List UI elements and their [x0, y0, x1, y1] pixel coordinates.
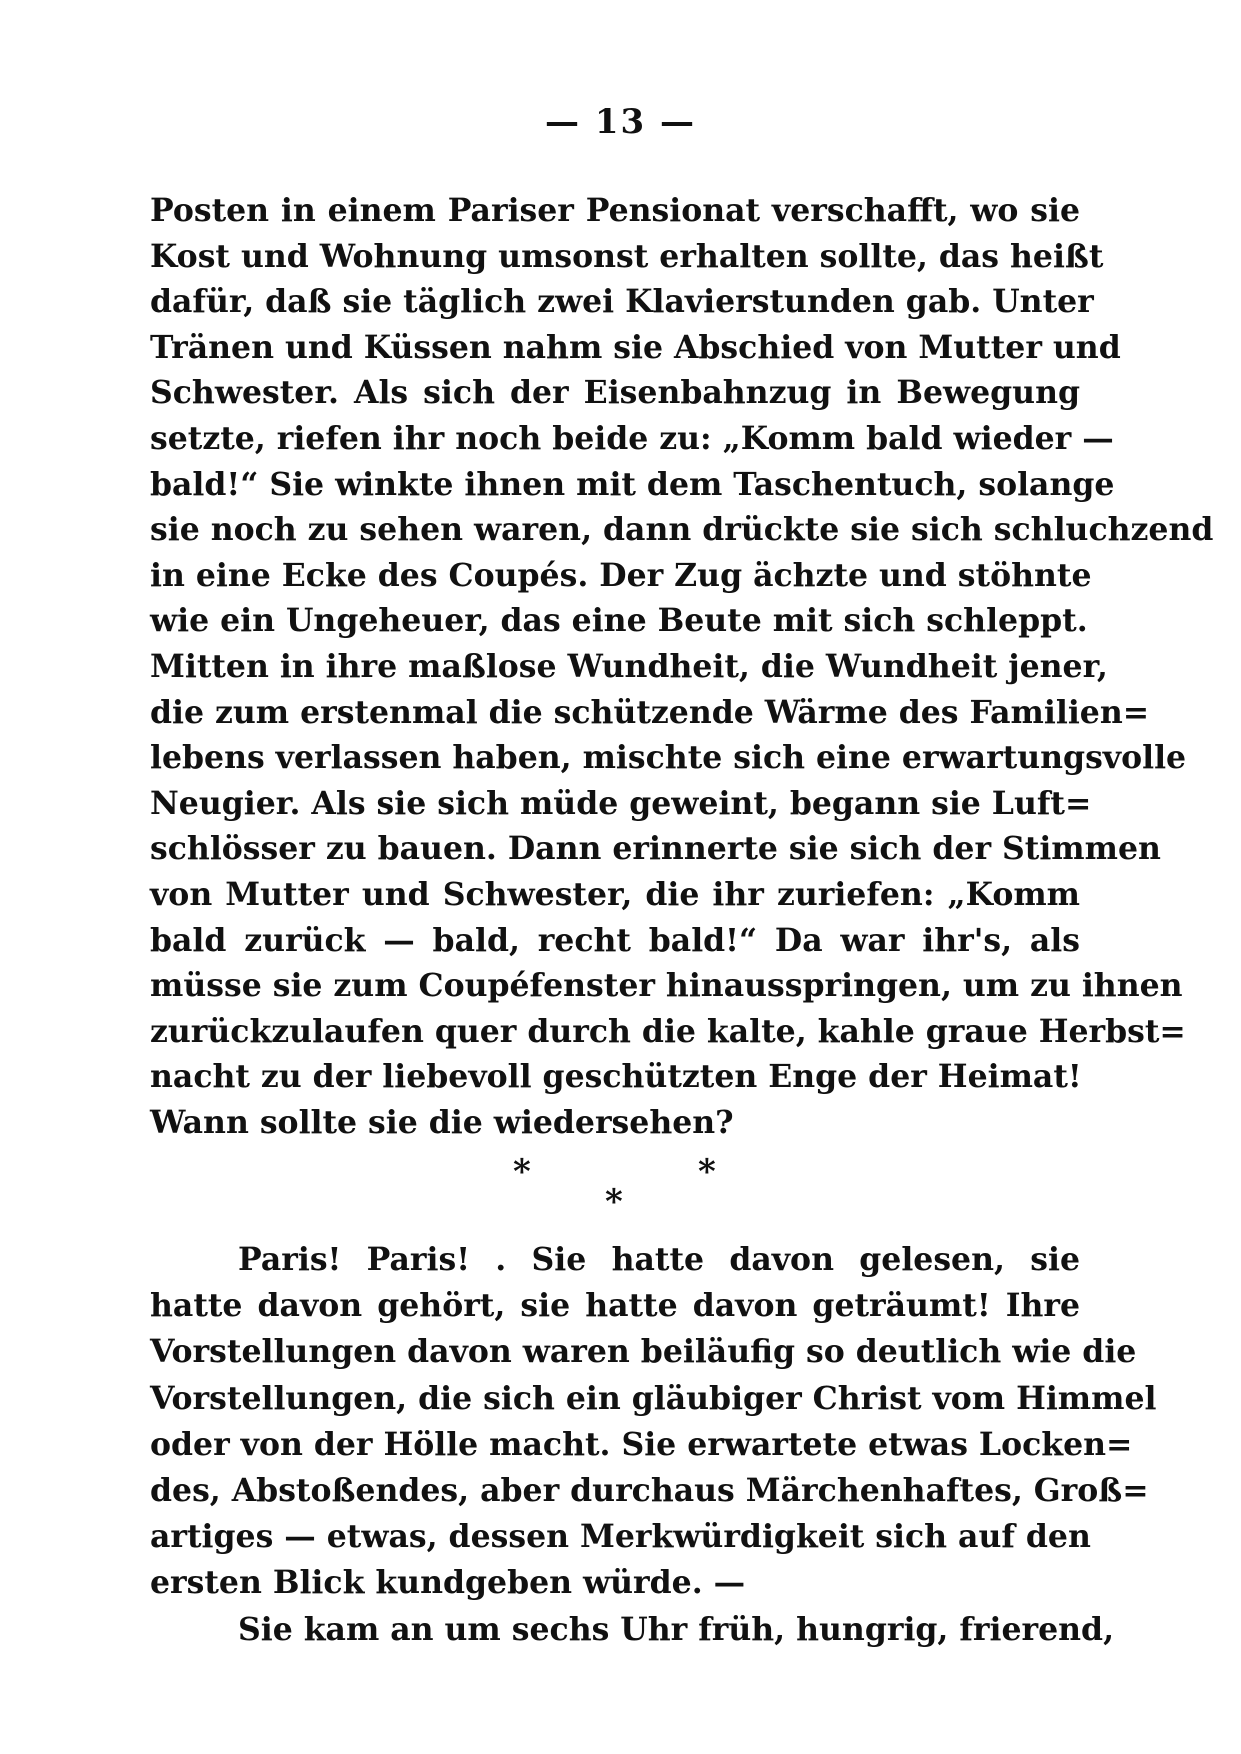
- text-line: Kost und Wohnung umsonst erhalten sollte, das heißt: [150, 237, 1104, 275]
- text-line: in eine Ecke des Coupés. Der Zug ächzte und stöhnte: [150, 556, 1092, 594]
- text-line: setzte, riefen ihr noch beide zu: „Komm bald wieder —: [150, 419, 1114, 457]
- text-line: schlösser zu bauen. Dann erinnerte sie sich der Stimmen: [150, 830, 1161, 868]
- page-number: — 13 —: [545, 102, 696, 142]
- text-line: Paris! Paris! . Sie hatte davon gelesen, sie: [238, 1241, 1080, 1278]
- text-line: Vorstellungen, die sich ein gläubiger Christ vom Himmel: [150, 1379, 1157, 1417]
- text-line: nacht zu der liebevoll geschützten Enge der Heimat!: [150, 1058, 1082, 1096]
- text-line: Mitten in ihre maßlose Wundheit, die Wundheit jener,: [150, 647, 1108, 685]
- text-line: wie ein Ungeheuer, das eine Beute mit sich schleppt.: [150, 602, 1088, 640]
- text-line: des, Abstoßendes, aber durchaus Märchenhaftes, Groß=: [150, 1471, 1149, 1509]
- text-line: Vorstellungen davon waren beiläufig so deutlich wie die: [150, 1333, 1137, 1371]
- text-line: Sie kam an um sechs Uhr früh, hungrig, frierend,: [238, 1610, 1115, 1648]
- text-line: Posten in einem Pariser Pensionat verschafft, wo sie: [150, 192, 1080, 229]
- text-line: oder von der Hölle macht. Sie erwartete etwas Locken=: [150, 1425, 1133, 1463]
- text-line: müsse sie zum Coupéfenster hinausspringen, um zu ihnen: [150, 967, 1183, 1005]
- section-divider-asterism: [0, 1152, 1241, 1225]
- text-line: von Mutter und Schwester, die ihr zuriefen: „Komm: [150, 875, 1080, 913]
- text-line: Neugier. Als sie sich müde geweint, begann sie Luft=: [150, 784, 1092, 822]
- text-line: Wann sollte sie die wiedersehen?: [150, 1103, 734, 1141]
- text-line: hatte davon gehört, sie hatte davon geträumt! Ihre: [150, 1287, 1080, 1325]
- text-line: Tränen und Küssen nahm sie Abschied von Mutter und: [150, 328, 1121, 366]
- text-line: sie noch zu sehen waren, dann drückte sie sich schluchzend: [150, 511, 1214, 549]
- paragraph-1: [150, 188, 1214, 1145]
- text-line: lebens verlassen haben, mischte sich eine erwartungsvolle: [150, 739, 1187, 777]
- text-line: ersten Blick kundgeben würde. —: [150, 1564, 746, 1602]
- text-line: Schwester. Als sich der Eisenbahnzug in Bewegung: [150, 374, 1080, 412]
- text-line: artiges — etwas, dessen Merkwürdigkeit sich auf den: [150, 1518, 1091, 1556]
- text-line: dafür, daß sie täglich zwei Klavierstunden gab. Unter: [150, 283, 1094, 321]
- text-line: bald!“ Sie winkte ihnen mit dem Taschentuch, solange: [150, 465, 1115, 503]
- text-line: die zum erstenmal die schützende Wärme des Familien=: [150, 693, 1150, 731]
- text-line: bald zurück — bald, recht bald!“ Da war ihr's, als: [150, 921, 1080, 959]
- asterisk-icon: *: [698, 1152, 716, 1192]
- asterisk-icon: *: [513, 1152, 531, 1192]
- asterisk-icon: *: [605, 1182, 623, 1222]
- text-line: zurückzulaufen quer durch die kalte, kahle graue Herbst=: [150, 1012, 1186, 1050]
- paragraph-2: [150, 1237, 1157, 1653]
